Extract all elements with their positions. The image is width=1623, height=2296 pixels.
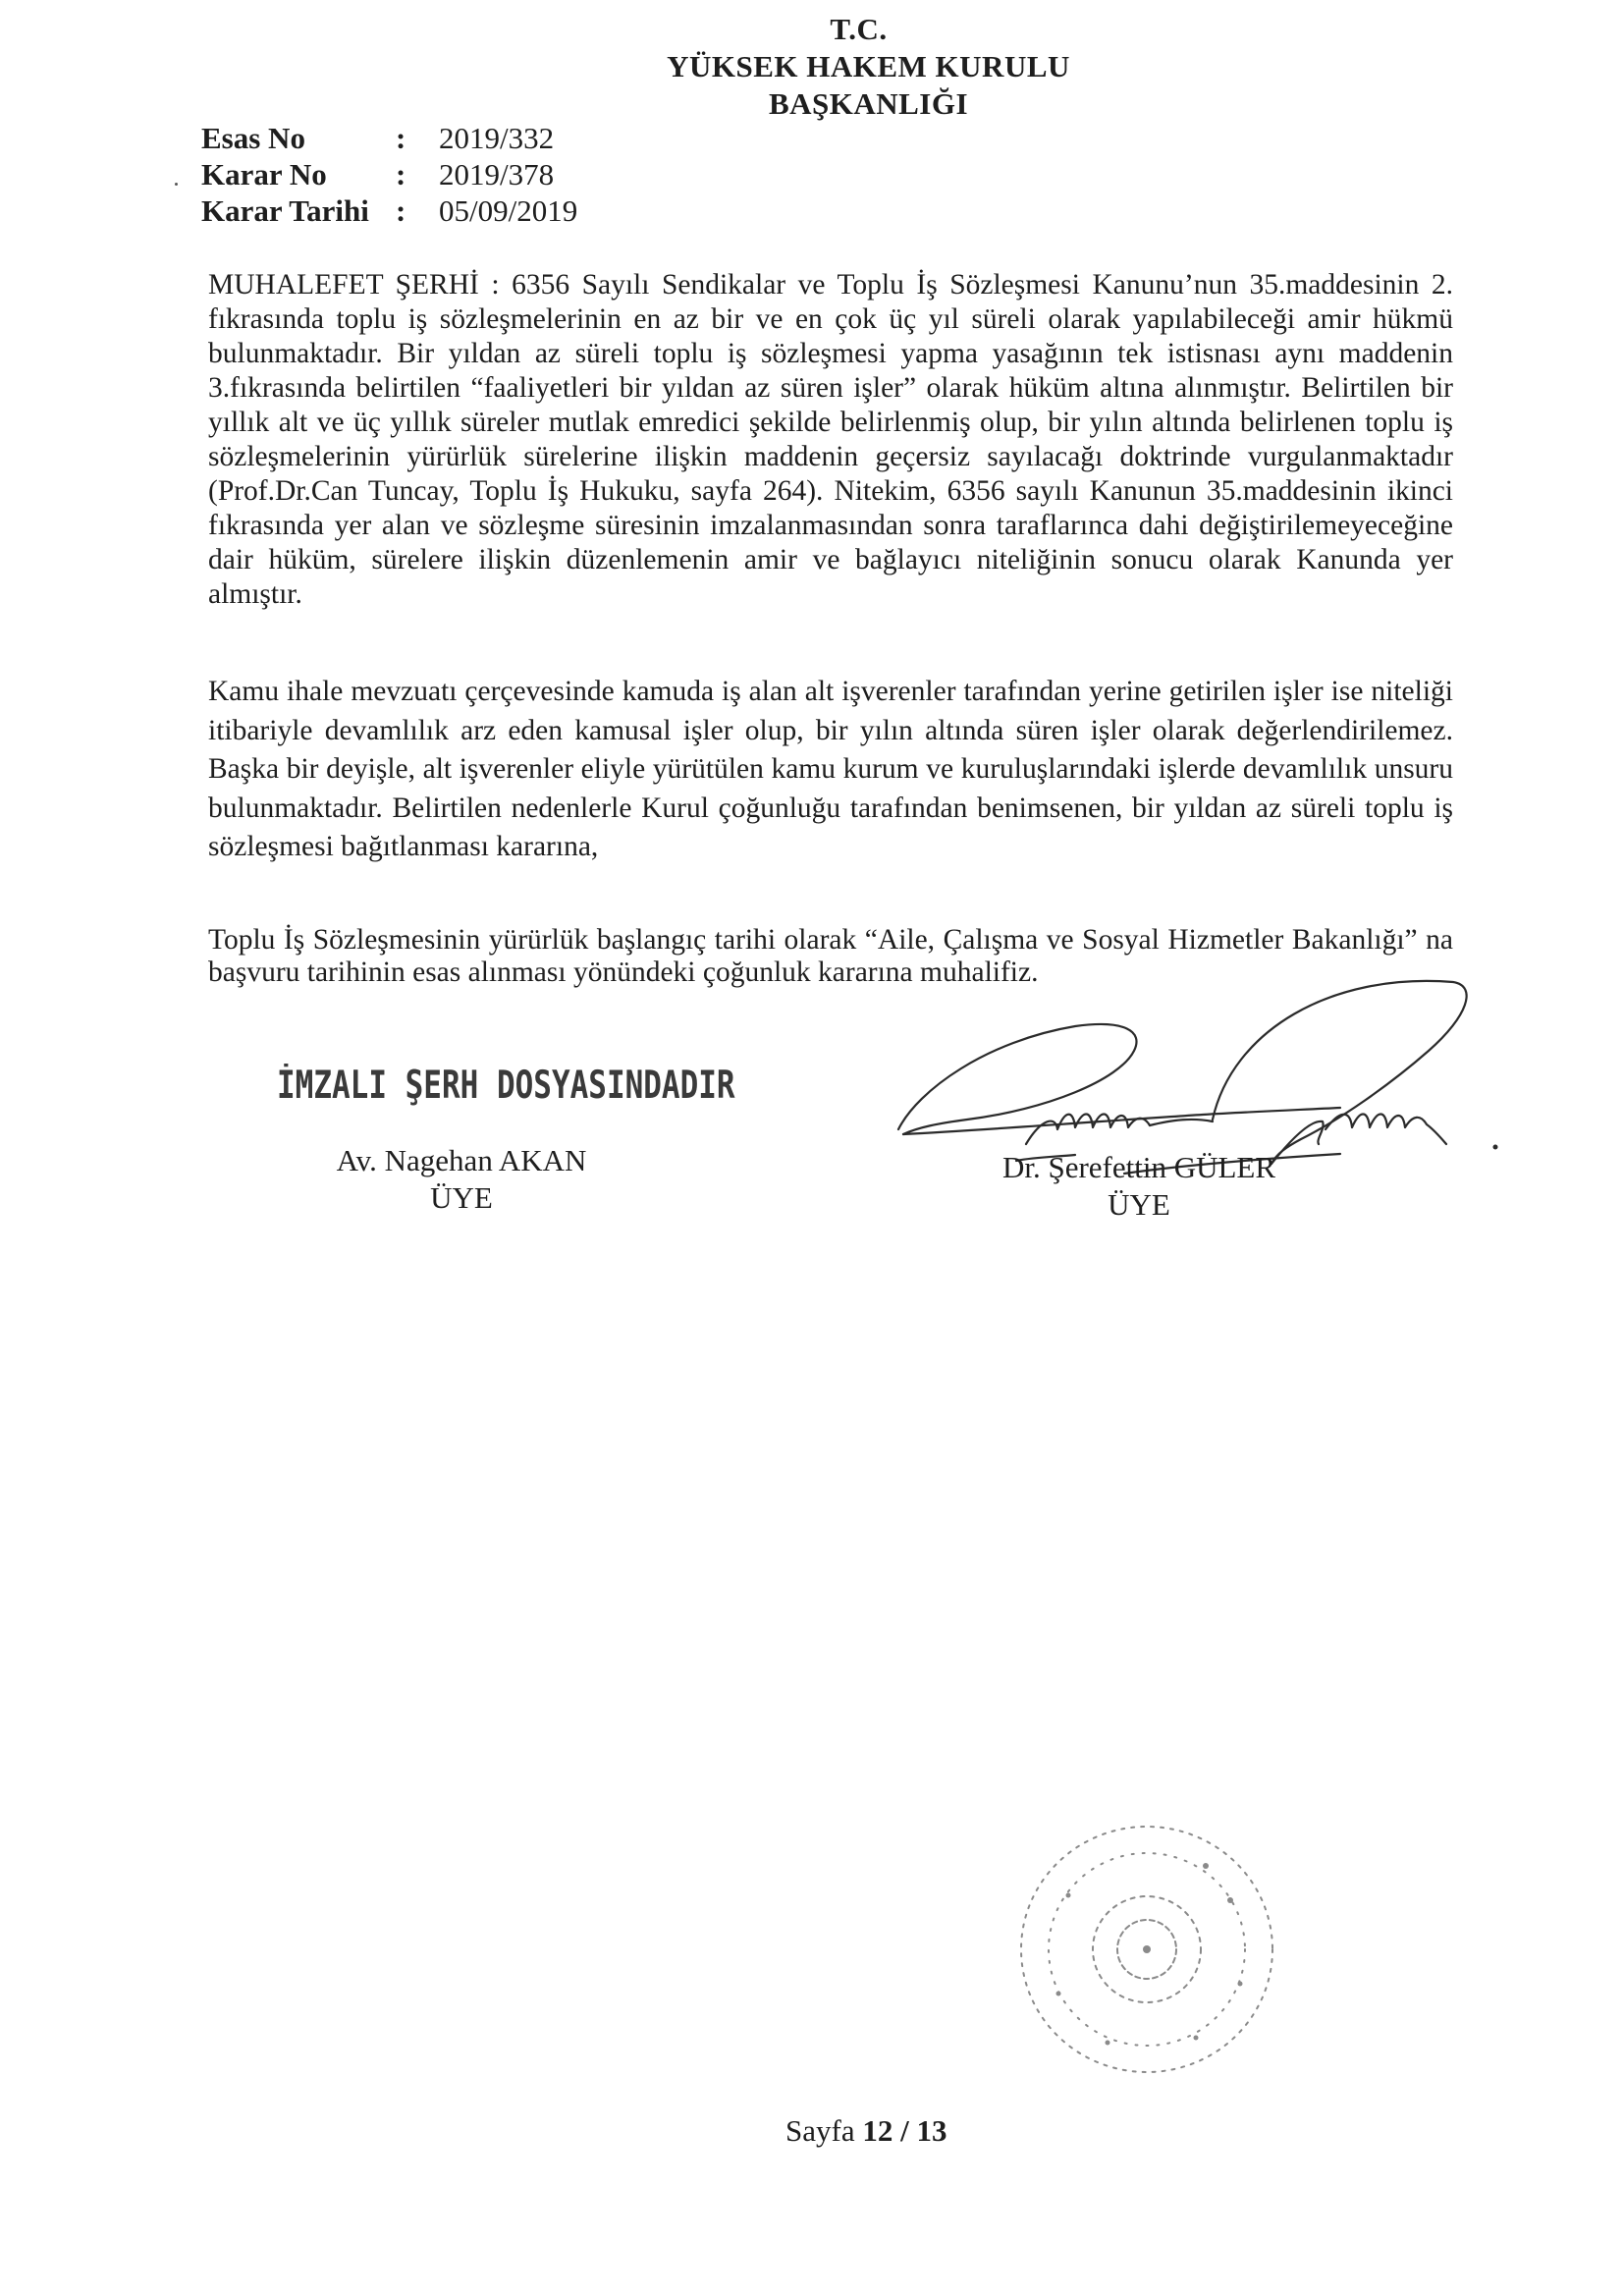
official-seal — [1000, 1807, 1294, 2092]
page-footer — [785, 2113, 947, 2149]
meta-label: Karar No — [201, 157, 327, 191]
header-tc: T.C. — [830, 12, 888, 46]
page-label: Sayfa — [785, 2113, 855, 2148]
signatory-role: ÜYE — [1108, 1187, 1170, 1222]
header-presidency: BAŞKANLIĞI — [768, 86, 969, 121]
page-number: 12 / 13 — [862, 2113, 947, 2148]
signatory-name: Dr. Şerefettin GÜLER — [1001, 1150, 1276, 1184]
meta-value: 2019/332 — [439, 121, 555, 155]
meta-row-karar-tarihi — [201, 192, 577, 229]
meta-label: Karar Tarihi — [201, 193, 369, 228]
signatory-guler — [982, 1149, 1296, 1224]
header-institution: YÜKSEK HAKEM KURULU — [667, 49, 1070, 83]
meta-row-esas — [201, 120, 577, 156]
dissent-paragraph-3: Toplu İş Sözleşmesinin yürürlük başlangıç tarihi olarak “Aile, Çalışma ve Sosyal Hizmetler Bakanlığı” na başvuru tarihinin esas alınması yönündeki çoğunluk kararına muhalifiz. — [208, 924, 1453, 988]
signatory-name: Av. Nagehan AKAN — [336, 1143, 587, 1177]
signatory-akan — [314, 1142, 609, 1217]
signed-dissent-stamp: İMZALI ŞERH DOSYASINDADIR — [277, 1064, 735, 1108]
dissent-paragraph-1: MUHALEFET ŞERHİ : 6356 Sayılı Sendikalar ve Toplu İş Sözleşmesi Kanunu’nun 35.maddesinin 2. fıkrasında toplu iş sözleşmelerinin en az bir ve en çok üç yıl süreli olarak yapılabileceği amir hükmü bulunmaktadır. Bir yıldan az süreli toplu iş sözleşmesi yapma yasağının tek istisnası aynı maddenin 3.fıkrasında belirtilen “faaliyetleri bir yıldan az süren işler” olarak hüküm altına alınmıştır. Belirtilen bir yıllık alt ve üç yıllık süreler mutlak emredici şekilde belirlenmiş olup, bir yılın altında belirlenen toplu iş sözleşmelerinin yürürlük sürelerine ilişkin maddenin geçersiz sayılacağı doktrinde vurgulanmaktadır (Prof.Dr.Can Tuncay, Toplu İş Hukuku, sayfa 264). Nitekim, 6356 sayılı Kanunun 35.maddesinin ikinci fıkrasında yer alan ve sözleşme süresinin imzalanmasından sonra taraflarınca dahi değiştirilemeyeceğine dair hüküm, sürelere ilişkin düzenlemenin amir ve bağlayıcı niteliğinin sonucu olarak Kanunda yer almıştır. — [208, 269, 1453, 610]
meta-row-karar — [201, 156, 577, 192]
case-metadata — [201, 120, 577, 229]
meta-label: Esas No — [201, 121, 305, 155]
meta-value: 05/09/2019 — [439, 193, 578, 228]
meta-colon: : — [396, 121, 406, 155]
meta-colon: : — [396, 193, 406, 228]
signatory-role: ÜYE — [430, 1180, 493, 1215]
meta-value: 2019/378 — [439, 157, 555, 191]
meta-colon: : — [396, 157, 406, 191]
dissent-paragraph-2: Kamu ihale mevzuatı çerçevesinde kamuda iş alan alt işverenler tarafından yerine getirilen işler ise niteliği itibariyle devamlılık arz eden kamusal işler olup, bir yılın altında süren işler olarak değerlendirilemez. Başka bir deyişle, alt işverenler eliyle yürütülen kamu kurum ve kuruluşlarındaki işlerde devamlılık unsuru bulunmaktadır. Belirtilen nedenlerle Kurul çoğunluğu tarafından benimsenen, bir yıldan az süreli toplu iş sözleşmesi bağıtlanması kararına, — [208, 676, 1453, 862]
scan-speck — [175, 183, 178, 186]
